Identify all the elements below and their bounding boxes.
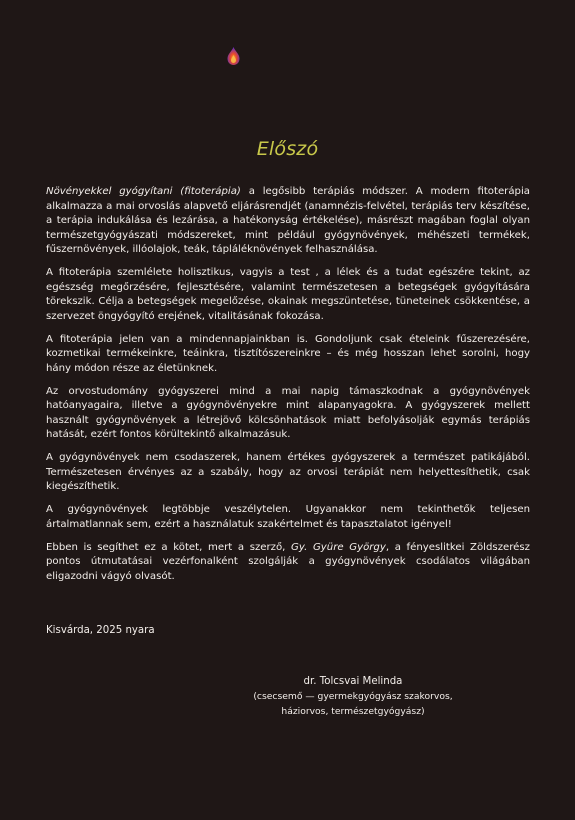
paragraph-6: A gyógynövények legtöbbje veszélytelen. Ugyanakkor nem tekinthetők teljesen ártalmatlannak sem, ezért a használatuk szakértelmet és tapasztalatot igényel!: [46, 504, 530, 530]
signature-title-line-1: (csecsemő — gyermekgyógyász szakorvos,: [253, 691, 453, 702]
paragraph-5: A gyógynövények nem csodaszerek, hanem értékes gyógyszerek a természet patikájából. Természetesen érvényes az a szabály, hogy az orvosi terápiát nem helyettesíthetik, csak kiegészíthetik.: [46, 452, 530, 493]
page-title: Előszó: [256, 138, 319, 160]
paragraph-7: [46, 541, 530, 585]
paragraph-1: [46, 185, 530, 258]
paragraph-4: Az orvostudomány gyógyszerei mind a mai napig támaszkodnak a gyógynövények hatóanyagaira, illetve a gyógynövényekre mint alapanyagokra. A gyógyszerek mellett használt gyógynövények a létrejövő kölcsönhatások miatt befolyásolják egymás terápiás hatását, ezért fontos körültekintő alkalmazásuk.: [46, 385, 530, 441]
signature-name: dr. Tolcsvai Melinda: [303, 676, 403, 687]
flame-drop-icon: [226, 46, 241, 66]
author-name: Gy. Gyüre György: [291, 541, 386, 553]
paragraph-1-text: a legősibb terápiás módszer. A modern fitoterápia alkalmazza a mai orvoslás alapvető eljárásrendjét (anamnézis-felvétel, terápiás terv készítése, a terápia indukálása és lezárása, a hatékonyság értékelése), másrészt magában foglal olyan természetgyógyászati módszereket, mint például gyógynövények, méhészeti termékek, fűszernövények, illóolajok, teák, tápláléknövények felhasználása.: [46, 186, 530, 256]
signature-title-line-2: háziorvos, természetgyógyász): [281, 706, 425, 717]
signature-block: [240, 675, 466, 719]
foreword-body: [46, 185, 530, 593]
place-and-date: Kisvárda, 2025 nyara: [46, 625, 155, 636]
paragraph-3: A fitoterápia jelen van a mindennapjainkban is. Gondoljunk csak ételeink fűszerezésére, kozmetikai termékeinkre, teáinkra, tisztítószereinkre – és még hosszan lehet sorolni, hogy hány módon része az életünknek.: [46, 333, 530, 374]
paragraph-1-lead: Növényekkel gyógyítani (fitoterápia): [46, 186, 241, 197]
paragraph-2: A fitoterápia szemlélete holisztikus, vagyis a test , a lélek és a tudat egészére tekint, az egészség megőrzésére, fejlesztésére, valamint természetesen a betegségek gyógyítására törekszik. Célja a betegségek megelőzése, okainak megszüntetése, tüneteinek csökkentése, a szervezet öngyógyító erejének, vitalitásának fokozása.: [46, 267, 530, 322]
paragraph-7-text-after: , a fényeslitkei Zöldszerész pontos útmutatásai vezérfonalként szolgálják a gyógynövények csodálatos világában eligazodni vágyó olvasót.: [46, 541, 530, 582]
paragraph-7-text-before: Ebben is segíthet ez a kötet, mert a szerző,: [46, 541, 292, 553]
